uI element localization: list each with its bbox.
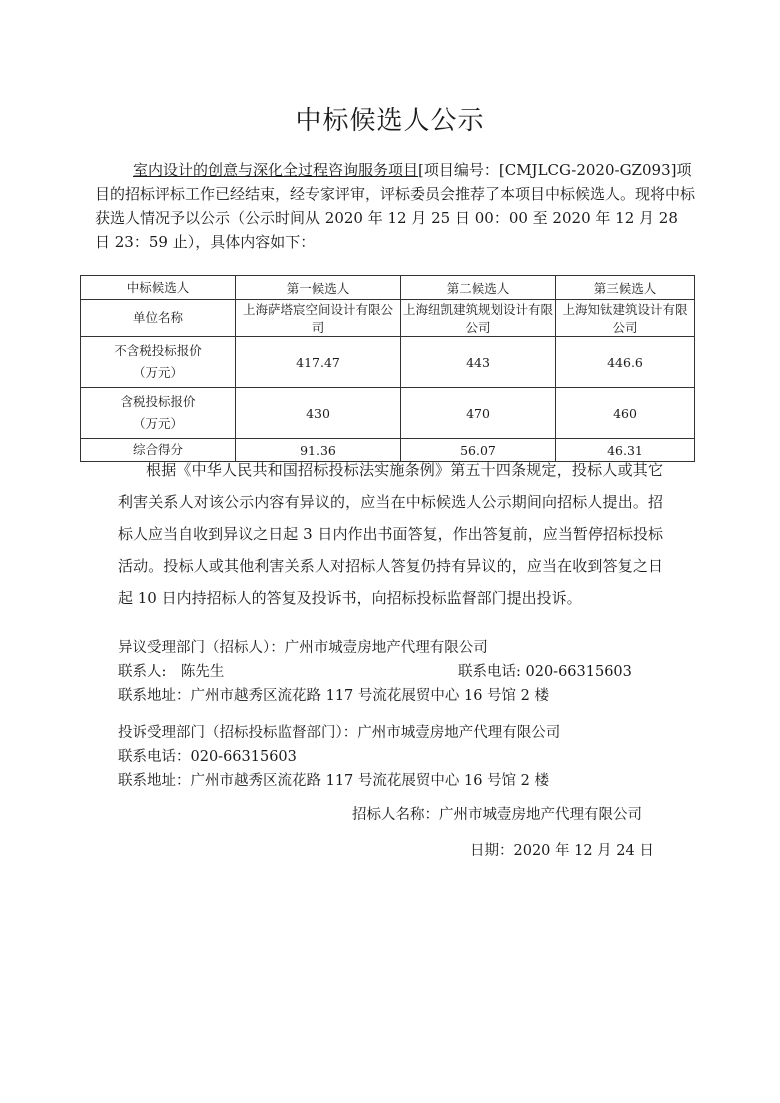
objection-address: 联系地址：广州市越秀区流花路 117 号流花展贸中心 16 号馆 2 楼 (118, 688, 550, 704)
header-cell: 第一候选人 (236, 276, 401, 300)
table-cell: 91.36 (236, 439, 401, 462)
table-cell: 46.31 (556, 439, 695, 462)
objection-dept: 异议受理部门（招标人）：广州市城壹房地产代理有限公司 (118, 640, 488, 656)
tenderer-name: 招标人名称：广州市城壹房地产代理有限公司 (352, 807, 642, 823)
objection-contact-person: 联系人: 陈先生 (118, 664, 225, 680)
announcement-date: 日期：2020 年 12 月 24 日 (470, 843, 654, 859)
intro-text: [项目编号：[CMJLCG-2020-GZ093]项目的招标评标工作已经结束，经专家评审，评标委员会推荐了本项目中标候选人。现将中标获选人情况予以公示（公示时间从 2020 年 12 月 25 日 00：00 至 2020 年 12 月 28 日 23：59 止），具体内容如下： (95, 161, 696, 251)
header-cell: 中标候选人 (81, 276, 236, 300)
table-row (81, 388, 695, 439)
table-cell: 上海知钛建筑设计有限公司 (556, 300, 695, 337)
header-cell: 第二候选人 (401, 276, 556, 300)
table-cell: 430 (236, 388, 401, 439)
project-name: 室内设计的创意与深化全过程咨询服务项目 (133, 161, 419, 179)
candidates-table (80, 275, 695, 462)
table-cell: 470 (401, 388, 556, 439)
law-paragraph: 根据《中华人民共和国招标投标法实施条例》第五十四条规定，投标人或其它利害关系人对该公示内容有异议的，应当在中标候选人公示期间向招标人提出。招标人应当自收到异议之日起 3 日内作出书面答复，作出答复前，应当暂停招标投标活动。投标人或其他利害关系人对招标人答复仍持有异议的，应当在收到答复之日起 10 日内持招标人的答复及投诉书，向招标投标监督部门提出投诉。 (118, 461, 663, 607)
complaint-dept: 投诉受理部门（招标投标监督部门）：广州市城壹房地产代理有限公司 (118, 725, 561, 741)
complaint-phone: 联系电话：020-66315603 (118, 749, 297, 765)
header-cell: 第三候选人 (556, 276, 695, 300)
row-label-unit: （万元） (132, 416, 183, 431)
table-cell: 443 (401, 337, 556, 388)
row-label: 单位名称 (81, 300, 236, 337)
row-label: 综合得分 (81, 439, 236, 462)
table-cell: 446.6 (556, 337, 695, 388)
objection-contact-block (118, 636, 678, 708)
page-title: 中标候选人公示 (295, 106, 485, 136)
row-label-line: 不含税投标报价 (114, 343, 202, 358)
row-label (81, 388, 236, 439)
objection-phone: 联系电话: 020-66315603 (458, 664, 632, 680)
row-label-unit: （万元） (132, 365, 183, 380)
objection-contact-row (118, 660, 678, 684)
table-cell: 上海纽凯建筑规划设计有限公司 (401, 300, 556, 337)
complaint-address: 联系地址：广州市越秀区流花路 117 号流花展贸中心 16 号馆 2 楼 (118, 773, 550, 789)
row-label-line: 含税投标报价 (120, 394, 196, 409)
table-header-row (81, 276, 695, 300)
complaint-contact-block (118, 721, 678, 793)
intro-paragraph (95, 158, 695, 254)
table-cell: 460 (556, 388, 695, 439)
table-row (81, 337, 695, 388)
table-cell: 56.07 (401, 439, 556, 462)
table-cell: 417.47 (236, 337, 401, 388)
table-row (81, 300, 695, 337)
row-label (81, 337, 236, 388)
table-cell: 上海萨塔宸空间设计有限公司 (236, 300, 401, 337)
